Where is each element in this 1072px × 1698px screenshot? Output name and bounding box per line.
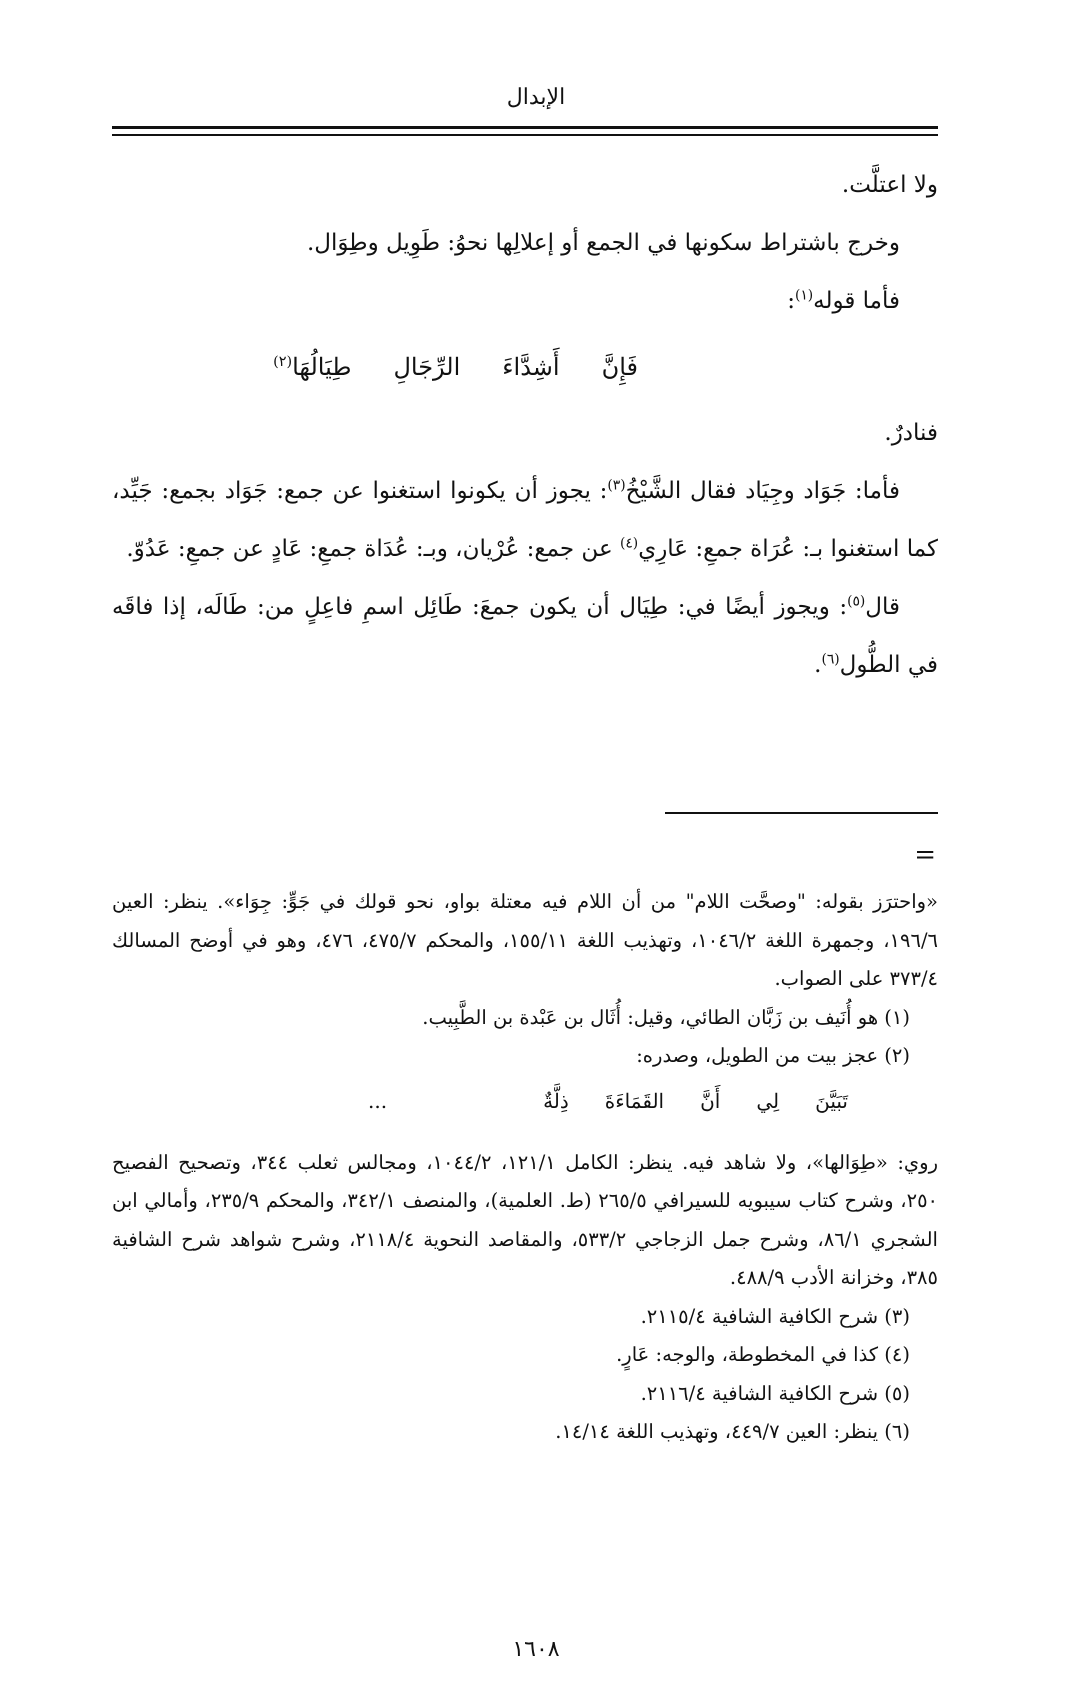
footnote-4: (٤) كذا في المخطوطة، والوجه: عَارٍ. — [616, 1343, 910, 1366]
verse-word-2: أَشِدَّاءَ — [502, 353, 560, 381]
header-rule-thick — [112, 126, 938, 129]
footnotes — [112, 883, 938, 1452]
footnote-ref-1[interactable]: (١) — [794, 287, 814, 304]
footnote-ref-3[interactable]: (٣) — [607, 477, 626, 494]
footnote-ref-4[interactable]: (٤) — [619, 535, 639, 552]
running-header-title: الإبدال — [506, 85, 566, 110]
main-text — [112, 156, 938, 694]
footnote-1: (١) هو أُنَيف بن زَبَّان الطائي، وقيل: أُثَال بن عَبْدة بن الطَّبِيب. — [422, 1005, 910, 1029]
footnote-6: (٦) ينظر: العين ٤٤٩/٧، وتهذيب اللغة ١٤/١٤. — [555, 1420, 910, 1443]
fn-verse-word-4: القَمَاءَةَ — [604, 1088, 665, 1113]
header-rule-thin — [112, 134, 938, 136]
paragraph-6-part-b: : ويجوز أيضًا في: طِيَال أن يكون جمعَ: طَائِل اسمِ فاعِلٍ من: طَالَه، إذا فاقَه في الطُّول — [112, 594, 938, 678]
footnote-ref-5[interactable]: (٥) — [847, 593, 866, 610]
paragraph-5 — [112, 462, 938, 578]
poetry-verse — [112, 330, 938, 404]
footnote-continued: «واحترَز بقوله: "وصحَّت اللام" من أن اللام فيه معتلة بواو، نحو قولك في جَوٍّ: جِوَاء». ينظر: العين ١٩٦/٦، وجمهرة اللغة ١٠٤٦/٢، وتهذيب اللغة ١٥٥/١١، والمحكم ٤٧٥/٧، ٤٧٦، وهو في أوضح المسالك ٣٧٣/٤ على الصواب. — [112, 890, 938, 990]
footnote-2-continued: روي: «طِوَالها»، ولا شاهد فيه. ينظر: الكامل ١٢١/١، ١٠٤٤/٢، ومجالس ثعلب ٣٤٤، وتصحيح الفصيح ٢٥٠، وشرح كتاب سيبويه للسيرافي ٢٦٥/٥ (ط. العلمية)، والمنصف ٣٤٢/١، والمحكم ٢٣٥/٩، وأمالي ابن الشجري ٨٦/١، وشرح جمل الزجاجي ٥٣٣/٢، والمقاصد النحوية ٢١١٨/٤، وشرح شواهد شرح الشافية ٣٨٥، وخزانة الأدب ٤٨٨/٩. — [112, 1150, 939, 1289]
page-number: ١٦٠٨ — [512, 1637, 560, 1662]
footnote-ref-6[interactable]: (٦) — [821, 651, 840, 668]
paragraph-5-part-c: عن جمع: عُرْيان، وبـ: عُدَاة جمعِ: عَادٍ عن جمعِ: عَدُوّ. — [126, 536, 620, 562]
footnote-3: (٣) شرح الكافية الشافية ٢١١٥/٤. — [640, 1304, 910, 1328]
paragraph-6 — [112, 578, 938, 694]
fn-verse-word-5: ذِلَّةٌ — [543, 1088, 569, 1113]
footnote-2-verse — [112, 1076, 938, 1126]
footnote-2: (٢) عجز بيت من الطويل، وصدره: — [636, 1044, 910, 1067]
verse-word-1: فَإِنَّ — [601, 353, 638, 381]
paragraph-5-part-b: : يجوز أن يكونوا استغنوا عن جمع: جَوَاد بجمع: جَيِّد، كما استغنوا بـ: عُرَاة جمعِ: عَارِي — [112, 478, 938, 562]
fn-verse-word-3: أَنَّ — [700, 1088, 721, 1113]
paragraph-3 — [112, 272, 938, 330]
paragraph-3-text: فأما قوله — [813, 288, 900, 314]
paragraph-3-end: : — [787, 288, 795, 314]
paragraph-6-end: . — [814, 652, 822, 678]
paragraph-2: وخرج باشتراط سكونها في الجمع أو إعلالِها نحوُ: طَوِيل وطِوَال. — [307, 230, 900, 256]
paragraph-4: فنادرٌ. — [884, 420, 938, 446]
paragraph-6-part-a: قال — [865, 594, 900, 620]
footnote-5: (٥) شرح الكافية الشافية ٢١١٦/٤. — [640, 1381, 910, 1405]
fn-verse-word-1: تَبَيَّنَ — [815, 1088, 848, 1113]
fn-verse-ellipsis: ... — [367, 1088, 388, 1113]
paragraph-5-part-a: فأما: جَوَاد وجِيَاد فقال الشَّيْخُ — [625, 478, 901, 504]
verse-word-4: طِيَالُهَا — [292, 353, 352, 381]
footnote-separator — [665, 812, 938, 814]
verse-word-4-wrap — [273, 353, 351, 381]
fn-verse-word-2: لِي — [756, 1088, 780, 1113]
verse-word-3: الرِّجَالِ — [393, 353, 461, 381]
footnote-ref-2[interactable]: (٢) — [273, 354, 293, 370]
footnote-continuation-mark: = — [914, 840, 936, 870]
paragraph-1: ولا اعتلَّت. — [841, 172, 938, 198]
